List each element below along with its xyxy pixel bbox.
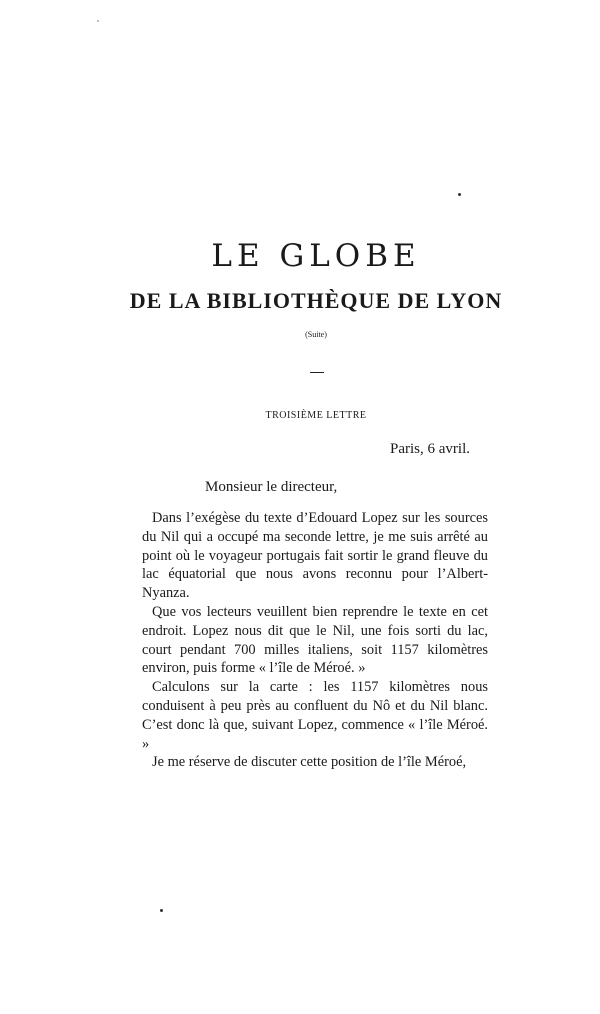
paper-speck (97, 20, 99, 22)
paragraph: Que vos lecteurs veuillent bien reprendre le texte en cet endroit. Lopez nous dit que le Nil, une fois sorti du lac, court pendant 700 milles italiens, soit 1157 kilomètres environ, puis forme « l’île de Méroé. » (142, 603, 488, 677)
paper-speck (458, 193, 461, 196)
dateline: Paris, 6 avril. (390, 441, 470, 457)
salutation: Monsieur le directeur, (205, 479, 338, 495)
paper-speck (160, 909, 163, 912)
page-title: LE GLOBE (211, 238, 421, 274)
letter-heading: TROISIÈME LETTRE (265, 410, 367, 421)
suite-note: (Suite) (305, 330, 327, 339)
paragraph: Je me réserve de discuter cette position de l’île Méroé, (152, 754, 467, 771)
paragraph: Calculons sur la carte : les 1157 kilomètres nous conduisent à peu près au confluent du Nô et du Nil blanc. C’est donc là que, suivant Lopez, commence « l’île Méroé. » (142, 679, 488, 752)
page-subtitle: DE LA BIBLIOTHÈQUE DE LYON (129, 288, 503, 313)
section-divider (310, 372, 324, 373)
paragraph: Dans l’exégèse du texte d’Edouard Lopez sur les sources du Nil qui a occupé ma seconde lettre, je me suis arrêté au point où le voyageur portugais fait sortir le grand fleuve du lac équatorial que nous avons reconnu pour l’Albert-Nyanza. (142, 510, 488, 602)
body-text (142, 509, 488, 772)
